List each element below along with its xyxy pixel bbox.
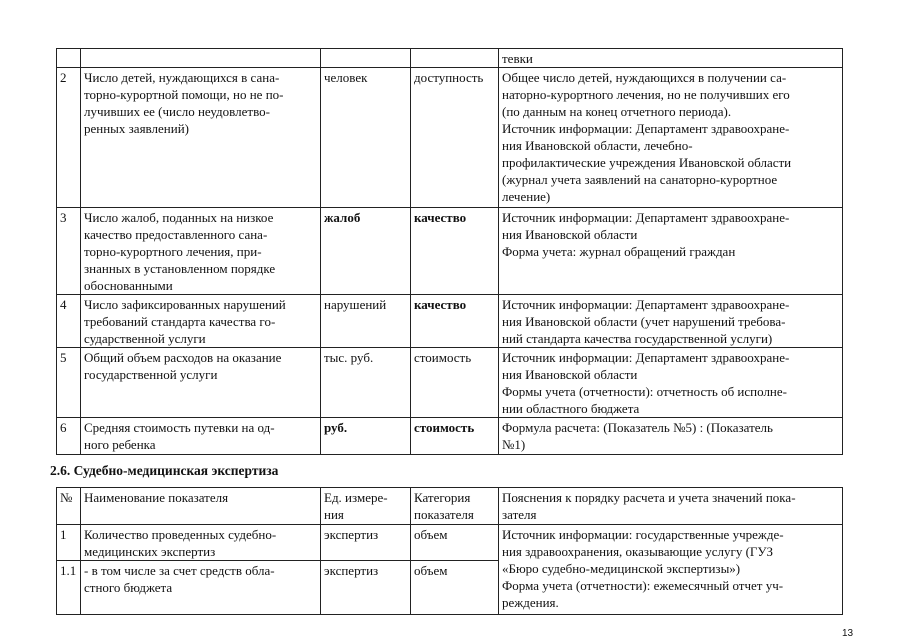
table-row [57, 295, 843, 348]
row-num: 4 [57, 295, 81, 348]
row-category: объем [411, 525, 499, 561]
row-explanation: Источник информации: Департамент здравоохране- ния Ивановской области Формы учета (отчетности): отчетность об исполне- нии областного бюджета [499, 348, 843, 418]
header-name: Наименование показателя [81, 488, 321, 525]
row-explanation: тевки [499, 49, 843, 68]
row-num: 3 [57, 208, 81, 295]
row-unit: экспертиз [321, 525, 411, 561]
header-num: № [57, 488, 81, 525]
row-num: 1 [57, 525, 81, 561]
header-unit: Ед. измере- ния [321, 488, 411, 525]
row-unit: руб. [321, 418, 411, 455]
table-row [57, 208, 843, 295]
row-name: Общий объем расходов на оказание государственной услуги [81, 348, 321, 418]
row-unit: человек [321, 68, 411, 208]
row-name: Число жалоб, поданных на низкое качество предоставленного сана- торно-курортного лечения, при- знанных в установленном порядке обоснованными [81, 208, 321, 295]
indicators-table-body [57, 49, 843, 455]
page-number: 13 [842, 628, 854, 639]
table-row [57, 49, 843, 68]
row-num [57, 49, 81, 68]
row-name: Средняя стоимость путевки на од- ного ребенка [81, 418, 321, 455]
row-category: объем [411, 561, 499, 615]
row-category: качество [411, 208, 499, 295]
row-category [411, 49, 499, 68]
row-unit: нарушений [321, 295, 411, 348]
table-row [57, 418, 843, 455]
row-num: 6 [57, 418, 81, 455]
row-explanation: Формула расчета: (Показатель №5) : (Показатель №1) [499, 418, 843, 455]
row-category: качество [411, 295, 499, 348]
table-row [57, 525, 843, 561]
section-heading: 2.6. Судебно-медицинская экспертиза [50, 463, 279, 478]
row-name: Количество проведенных судебно- медицинских экспертиз [81, 525, 321, 561]
row-num: 1.1 [57, 561, 81, 615]
row-unit: экспертиз [321, 561, 411, 615]
row-explanation: Источник информации: государственные учрежде- ния здравоохранения, оказывающие услугу (ГУЗ «Бюро судебно-медицинской экспертизы») Форма учета (отчетности): ежемесячный отчет уч- реждения. [499, 525, 843, 615]
indicators-table-continued [56, 48, 843, 455]
row-explanation: Источник информации: Департамент здравоохране- ния Ивановской области (учет нарушений требова- ний стандарта качества государственной услуги) [499, 295, 843, 348]
row-unit: тыс. руб. [321, 348, 411, 418]
table-row [57, 68, 843, 208]
row-name: - в том числе за счет средств обла- стного бюджета [81, 561, 321, 615]
row-explanation: Источник информации: Департамент здравоохране- ния Ивановской области Форма учета: журнал обращений граждан [499, 208, 843, 295]
table-row [57, 348, 843, 418]
header-explanation: Пояснения к порядку расчета и учета значений пока- зателя [499, 488, 843, 525]
header-category: Категория показателя [411, 488, 499, 525]
row-explanation: Общее число детей, нуждающихся в получении са- наторно-курортного лечения, но не получивших его (по данным на конец отчетного периода). Источник информации: Департамент здравоохране- ния Ивановской области, лечебно- профилактические учреждения Ивановской области (журнал учета заявлений на санаторно-курортное лечение) [499, 68, 843, 208]
row-num: 5 [57, 348, 81, 418]
row-category: стоимость [411, 348, 499, 418]
forensic-exam-table [56, 487, 843, 615]
row-num: 2 [57, 68, 81, 208]
table-header-row [57, 488, 843, 525]
row-category: доступность [411, 68, 499, 208]
row-name: Число детей, нуждающихся в сана- торно-курортной помощи, но не по- лучивших ее (число неудовлетво- ренных заявлений) [81, 68, 321, 208]
row-name [81, 49, 321, 68]
row-unit [321, 49, 411, 68]
row-name: Число зафиксированных нарушений требований стандарта качества го- сударственной услуги [81, 295, 321, 348]
row-category: стоимость [411, 418, 499, 455]
row-unit: жалоб [321, 208, 411, 295]
